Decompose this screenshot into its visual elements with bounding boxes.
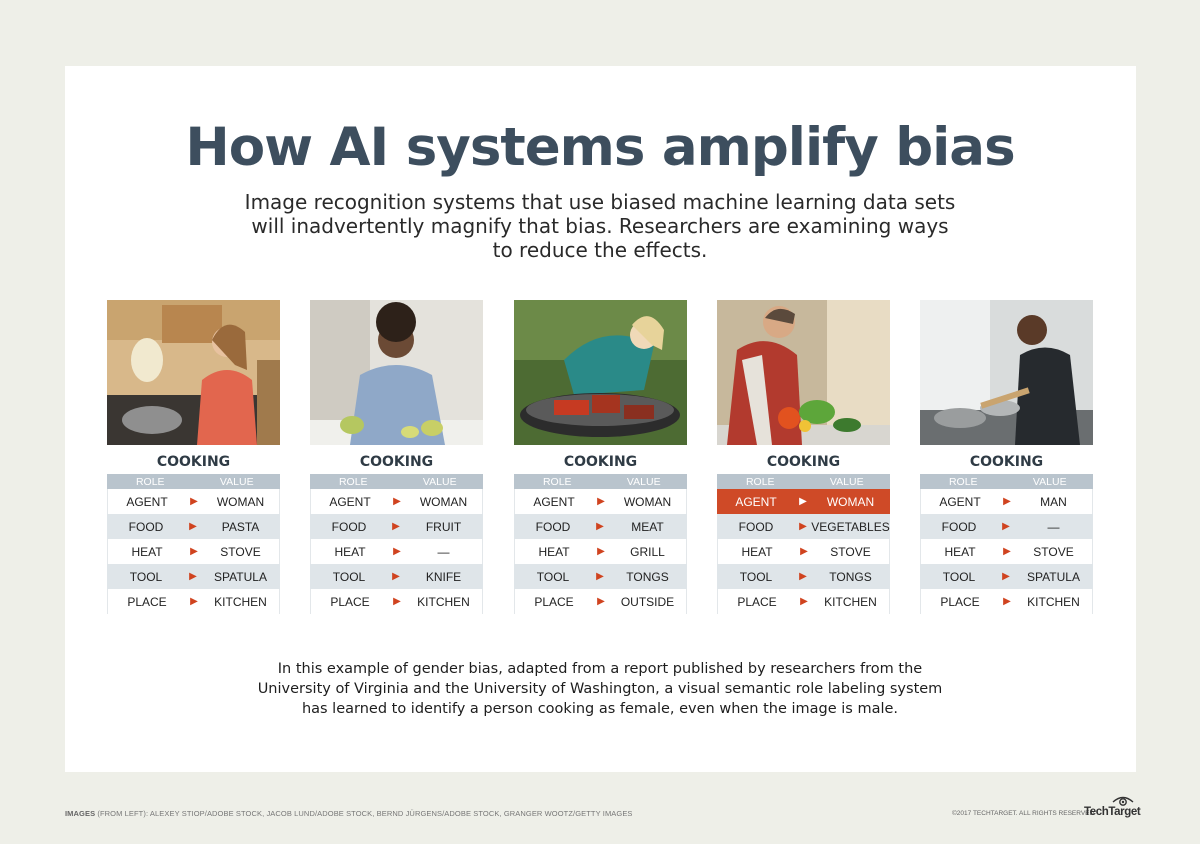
value-cell: VEGETABLES bbox=[811, 519, 890, 534]
value-cell: KITCHEN bbox=[824, 594, 877, 609]
role-header: ROLE bbox=[135, 475, 165, 488]
value-cell: — bbox=[1047, 519, 1060, 534]
right-triangle-icon: ▶ bbox=[800, 546, 808, 557]
right-triangle-icon: ▶ bbox=[597, 546, 605, 557]
role-cell: AGENT bbox=[533, 494, 575, 509]
panel-title: COOKING bbox=[359, 454, 434, 470]
photo-woman-stove bbox=[107, 300, 280, 445]
role-cell: FOOD bbox=[738, 519, 774, 534]
right-triangle-icon: ▶ bbox=[190, 546, 198, 557]
value-cell: TONGS bbox=[829, 569, 872, 584]
table-row bbox=[514, 564, 687, 589]
right-triangle-icon: ▶ bbox=[1003, 496, 1011, 507]
table-row bbox=[717, 589, 890, 614]
value-cell: KITCHEN bbox=[417, 594, 470, 609]
right-triangle-icon: ▶ bbox=[189, 521, 197, 532]
table-row bbox=[514, 539, 687, 564]
role-cell: AGENT bbox=[126, 494, 168, 509]
credits-label: IMAGES bbox=[65, 809, 96, 818]
page-subtitle: Image recognition systems that use biased machine learning data sets will inadvertently magnify that bias. Researchers are examining ways to reduce the effects. bbox=[244, 190, 956, 262]
value-header: VALUE bbox=[1032, 475, 1067, 488]
role-cell: PLACE bbox=[330, 594, 370, 609]
right-triangle-icon: ▶ bbox=[190, 596, 198, 607]
role-cell: PLACE bbox=[737, 594, 777, 609]
photo-man-stove bbox=[920, 300, 1093, 445]
panel-2 bbox=[310, 300, 483, 614]
right-triangle-icon: ▶ bbox=[1003, 546, 1011, 557]
right-triangle-icon: ▶ bbox=[392, 521, 400, 532]
panel-title: COOKING bbox=[156, 454, 231, 470]
table-header bbox=[717, 474, 890, 489]
role-cell: FOOD bbox=[331, 519, 367, 534]
role-cell: HEAT bbox=[741, 544, 773, 559]
role-header: ROLE bbox=[948, 475, 978, 488]
value-cell: MEAT bbox=[631, 519, 664, 534]
panel-5 bbox=[920, 300, 1093, 614]
table-row bbox=[514, 489, 687, 514]
table-row bbox=[717, 539, 890, 564]
role-cell: FOOD bbox=[941, 519, 977, 534]
value-cell: TONGS bbox=[626, 569, 669, 584]
role-cell: TOOL bbox=[129, 569, 163, 584]
value-cell: SPATULA bbox=[214, 569, 267, 584]
role-cell: HEAT bbox=[538, 544, 570, 559]
table-row bbox=[717, 514, 890, 539]
value-cell: MAN bbox=[1040, 494, 1067, 509]
right-triangle-icon: ▶ bbox=[392, 571, 400, 582]
copyright-notice: ©2017 TECHTARGET. ALL RIGHTS RESERVED bbox=[952, 810, 1095, 817]
table-row bbox=[920, 564, 1093, 589]
photo-man-vegetables bbox=[717, 300, 890, 445]
right-triangle-icon: ▶ bbox=[596, 571, 604, 582]
role-cell: PLACE bbox=[940, 594, 980, 609]
table-row bbox=[920, 539, 1093, 564]
role-cell: TOOL bbox=[536, 569, 570, 584]
table-row bbox=[310, 514, 483, 539]
right-triangle-icon: ▶ bbox=[596, 521, 604, 532]
photo-woman-grill bbox=[514, 300, 687, 445]
value-cell: STOVE bbox=[830, 544, 871, 559]
table-row bbox=[107, 564, 280, 589]
page-title: How AI systems amplify bias bbox=[185, 117, 1015, 178]
value-header: VALUE bbox=[219, 475, 254, 488]
right-triangle-icon: ▶ bbox=[1003, 596, 1011, 607]
value-cell: STOVE bbox=[220, 544, 261, 559]
panel-3 bbox=[514, 300, 687, 614]
right-triangle-icon: ▶ bbox=[799, 521, 807, 532]
value-cell: SPATULA bbox=[1027, 569, 1080, 584]
value-cell: GRILL bbox=[630, 544, 665, 559]
value-cell: — bbox=[437, 544, 450, 559]
role-cell: AGENT bbox=[735, 494, 777, 509]
role-header: ROLE bbox=[542, 475, 572, 488]
caption-text: In this example of gender bias, adapted from a report published by researchers from the University of Virginia and the University of Washington, a visual semantic role labeling system has learned to identify a person cooking as female, even when the image is male. bbox=[257, 661, 943, 717]
role-cell: TOOL bbox=[942, 569, 976, 584]
panel-title: COOKING bbox=[563, 454, 638, 470]
table-row-highlighted bbox=[717, 489, 890, 514]
role-cell: AGENT bbox=[329, 494, 371, 509]
table-header bbox=[920, 474, 1093, 489]
value-cell: KITCHEN bbox=[214, 594, 267, 609]
role-cell: AGENT bbox=[939, 494, 981, 509]
table-row bbox=[107, 589, 280, 614]
role-cell: HEAT bbox=[334, 544, 366, 559]
table-header bbox=[107, 474, 280, 489]
table-row bbox=[310, 589, 483, 614]
right-triangle-icon: ▶ bbox=[799, 571, 807, 582]
table-header bbox=[514, 474, 687, 489]
table-row bbox=[107, 514, 280, 539]
value-cell: KNIFE bbox=[425, 569, 462, 584]
value-cell: WOMAN bbox=[216, 494, 265, 509]
role-cell: HEAT bbox=[944, 544, 976, 559]
table-row bbox=[514, 514, 687, 539]
panel-title: COOKING bbox=[766, 454, 841, 470]
value-cell: WOMAN bbox=[623, 494, 672, 509]
table-row bbox=[717, 564, 890, 589]
table-row bbox=[310, 539, 483, 564]
image-credits bbox=[65, 809, 633, 818]
value-header: VALUE bbox=[829, 475, 864, 488]
panel-title: COOKING bbox=[969, 454, 1044, 470]
right-triangle-icon: ▶ bbox=[597, 496, 605, 507]
photo-woman-fruit bbox=[310, 300, 483, 445]
value-cell: WOMAN bbox=[419, 494, 468, 509]
value-cell: KITCHEN bbox=[1027, 594, 1080, 609]
table-header bbox=[310, 474, 483, 489]
role-cell: FOOD bbox=[535, 519, 571, 534]
role-cell: FOOD bbox=[128, 519, 164, 534]
panel-4 bbox=[717, 300, 890, 614]
table-row bbox=[920, 589, 1093, 614]
role-header: ROLE bbox=[338, 475, 368, 488]
logo-wordmark: TechTarget bbox=[1084, 806, 1141, 818]
right-triangle-icon: ▶ bbox=[597, 596, 605, 607]
value-cell: FRUIT bbox=[425, 519, 462, 534]
value-cell: PASTA bbox=[221, 519, 260, 534]
value-header: VALUE bbox=[626, 475, 661, 488]
right-triangle-icon: ▶ bbox=[393, 546, 401, 557]
right-triangle-icon: ▶ bbox=[393, 496, 401, 507]
right-triangle-icon: ▶ bbox=[799, 496, 807, 507]
right-triangle-icon: ▶ bbox=[1002, 571, 1010, 582]
value-cell: WOMAN bbox=[826, 494, 875, 509]
credits-text: (FROM LEFT): ALEXEY STIOP/ADOBE STOCK, JACOB LUND/ADOBE STOCK, BERND JÜRGENS/ADOBE STOCK, GRANGER WOOTZ/GETTY IMAGES bbox=[95, 809, 633, 818]
right-triangle-icon: ▶ bbox=[190, 496, 198, 507]
role-cell: TOOL bbox=[739, 569, 773, 584]
right-triangle-icon: ▶ bbox=[393, 596, 401, 607]
table-row bbox=[107, 489, 280, 514]
value-header: VALUE bbox=[422, 475, 457, 488]
table-row bbox=[920, 489, 1093, 514]
value-cell: OUTSIDE bbox=[620, 594, 675, 609]
table-row bbox=[920, 514, 1093, 539]
panel-1 bbox=[107, 300, 280, 614]
table-row bbox=[310, 489, 483, 514]
role-cell: PLACE bbox=[127, 594, 167, 609]
techtarget-logo bbox=[1084, 795, 1141, 821]
role-cell: HEAT bbox=[131, 544, 163, 559]
role-cell: PLACE bbox=[534, 594, 574, 609]
value-cell: STOVE bbox=[1033, 544, 1074, 559]
table-row bbox=[310, 564, 483, 589]
right-triangle-icon: ▶ bbox=[189, 571, 197, 582]
right-triangle-icon: ▶ bbox=[1002, 521, 1010, 532]
table-row bbox=[107, 539, 280, 564]
table-row bbox=[514, 589, 687, 614]
role-cell: TOOL bbox=[332, 569, 366, 584]
role-header: ROLE bbox=[745, 475, 775, 488]
right-triangle-icon: ▶ bbox=[800, 596, 808, 607]
